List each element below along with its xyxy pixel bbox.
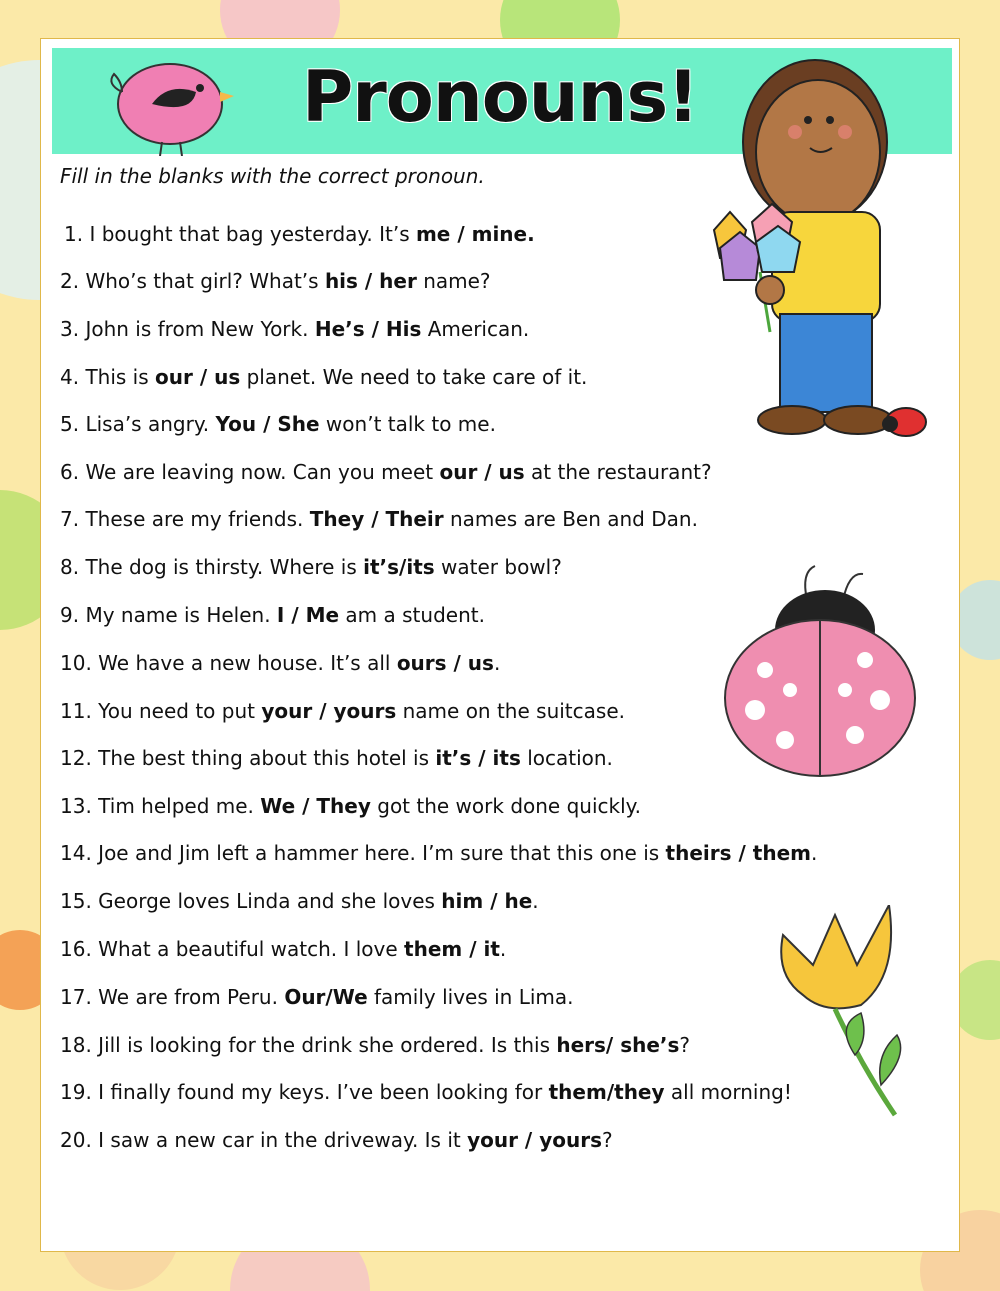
question-text-end: . — [493, 651, 501, 675]
question-item — [60, 697, 625, 725]
question-text-end: at the restaurant? — [524, 460, 712, 484]
question-text-end: location. — [520, 746, 613, 770]
question-text: Joe and Jim left a hammer here. I’m sure that this one is — [98, 841, 666, 865]
pronoun-choice: our / us — [155, 365, 241, 389]
question-text: This is — [85, 365, 156, 389]
question-text: Jill is looking for the drink she ordered. Is this — [98, 1033, 557, 1057]
pronoun-choice: them / it — [404, 937, 500, 961]
question-text: We are leaving now. Can you meet — [85, 460, 440, 484]
question-number: 3. — [60, 317, 80, 341]
bird-illustration — [100, 52, 240, 156]
question-number: 13. — [60, 794, 92, 818]
pronoun-choice: theirs / them — [665, 841, 811, 865]
question-text-end: ? — [679, 1033, 691, 1057]
question-text: Tim helped me. — [98, 794, 261, 818]
question-number: 7. — [60, 507, 80, 531]
question-item — [60, 267, 491, 295]
pronoun-choice: hers/ she’s — [556, 1033, 680, 1057]
question-text: I finally found my keys. I’ve been looking for — [98, 1080, 549, 1104]
question-number: 1. — [64, 222, 84, 246]
pronoun-choice: your / yours — [467, 1128, 602, 1152]
question-text: John is from New York. — [85, 317, 315, 341]
pronoun-choice: your / yours — [261, 699, 397, 723]
question-text: We are from Peru. — [98, 985, 285, 1009]
question-item — [60, 553, 562, 581]
question-item — [60, 839, 817, 867]
question-item — [60, 1126, 613, 1154]
question-item — [60, 887, 539, 915]
pronoun-choice: They / Their — [309, 507, 444, 531]
question-number: 9. — [60, 603, 80, 627]
question-text-end: . — [499, 937, 507, 961]
question-number: 19. — [60, 1080, 92, 1104]
question-number: 10. — [60, 651, 92, 675]
pronoun-choice: me / mine. — [415, 222, 535, 246]
question-text: These are my friends. — [85, 507, 310, 531]
question-item — [60, 363, 587, 391]
pronoun-choice: Our/We — [284, 985, 368, 1009]
question-text-end: . — [810, 841, 818, 865]
question-item — [60, 1078, 792, 1106]
question-text-end: . — [532, 889, 539, 913]
question-number: 12. — [60, 746, 92, 770]
page-title: Pronouns! — [301, 56, 699, 138]
question-text: Who’s that girl? What’s — [85, 269, 325, 293]
question-text-end: am a student. — [339, 603, 485, 627]
question-item — [60, 505, 698, 533]
question-item — [64, 220, 535, 248]
question-number: 17. — [60, 985, 92, 1009]
pronoun-choice: them/they — [548, 1080, 665, 1104]
question-text-end: got the work done quickly. — [370, 794, 641, 818]
question-text: You need to put — [98, 699, 262, 723]
pronoun-choice: You / She — [215, 412, 320, 436]
question-number: 11. — [60, 699, 92, 723]
question-text: My name is Helen. — [85, 603, 277, 627]
question-number: 15. — [60, 889, 92, 913]
question-number: 5. — [60, 412, 80, 436]
question-item — [60, 792, 641, 820]
question-text-end: family lives in Lima. — [367, 985, 574, 1009]
question-text: I saw a new car in the driveway. Is it — [98, 1128, 468, 1152]
question-text: The dog is thirsty. Where is — [85, 555, 364, 579]
question-text: Lisa’s angry. — [85, 412, 216, 436]
question-text-end: won’t talk to me. — [319, 412, 496, 436]
pronoun-choice: our / us — [439, 460, 525, 484]
question-text-end: ? — [602, 1128, 613, 1152]
question-item — [60, 935, 506, 963]
question-item — [60, 410, 496, 438]
question-text-end: name on the suitcase. — [396, 699, 625, 723]
pronoun-choice: ours / us — [396, 651, 494, 675]
pronoun-choice: him / he — [441, 889, 533, 913]
question-text-end: all morning! — [664, 1080, 792, 1104]
question-text: George loves Linda and she loves — [98, 889, 442, 913]
question-item — [60, 983, 574, 1011]
question-text-end: American. — [421, 317, 530, 341]
pronoun-choice: it’s/its — [363, 555, 435, 579]
pronoun-choice: his / her — [324, 269, 417, 293]
question-item — [60, 458, 712, 486]
instruction-text: Fill in the blanks with the correct pronoun. — [60, 164, 485, 188]
ladybug-illustration — [715, 560, 925, 780]
boy-illustration — [700, 52, 940, 442]
question-number: 4. — [60, 365, 80, 389]
pronoun-choice: it’s / its — [435, 746, 521, 770]
question-number: 18. — [60, 1033, 92, 1057]
pronoun-choice: He’s / His — [314, 317, 422, 341]
question-text: I bought that bag yesterday. It’s — [89, 222, 416, 246]
question-number: 2. — [60, 269, 80, 293]
question-number: 20. — [60, 1128, 92, 1152]
question-item — [60, 744, 613, 772]
question-item — [60, 1031, 690, 1059]
pronoun-choice: We / They — [260, 794, 371, 818]
question-text-end: water bowl? — [434, 555, 562, 579]
question-number: 6. — [60, 460, 80, 484]
question-item — [60, 601, 485, 629]
question-text: The best thing about this hotel is — [98, 746, 436, 770]
question-number: 14. — [60, 841, 92, 865]
question-item — [60, 649, 500, 677]
question-text-end: names are Ben and Dan. — [443, 507, 698, 531]
question-text-end: name? — [416, 269, 491, 293]
question-item — [60, 315, 529, 343]
question-text-end: planet. We need to take care of it. — [240, 365, 588, 389]
question-number: 8. — [60, 555, 80, 579]
question-number: 16. — [60, 937, 92, 961]
question-text: What a beautiful watch. I love — [98, 937, 405, 961]
question-text: We have a new house. It’s all — [98, 651, 397, 675]
pronoun-choice: I / Me — [276, 603, 340, 627]
